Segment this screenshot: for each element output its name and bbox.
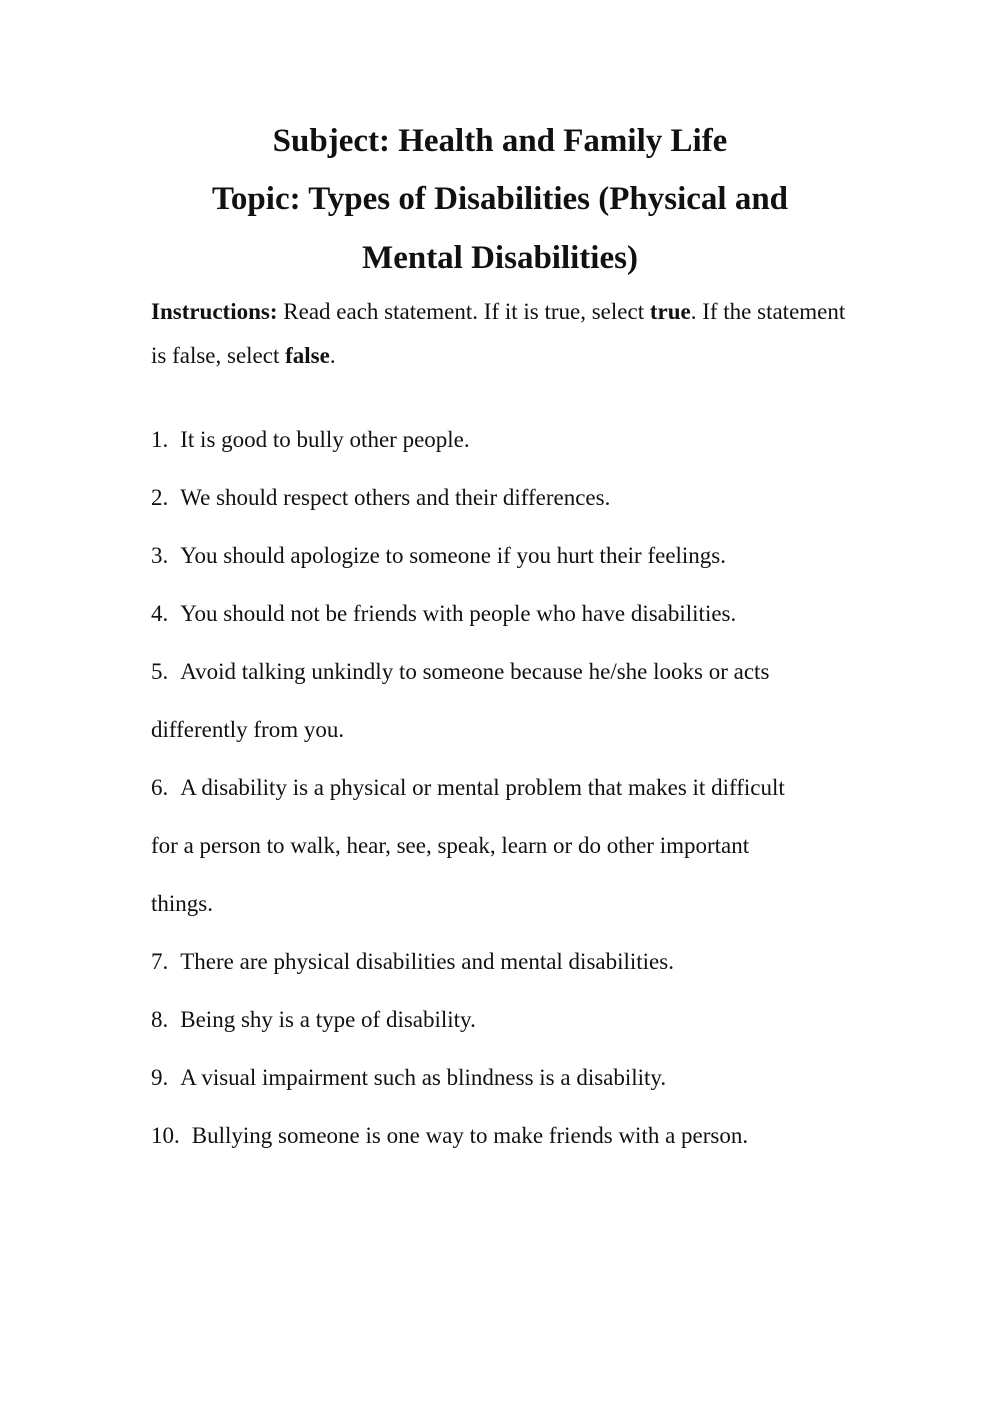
question-number: 3. bbox=[151, 543, 169, 568]
question-5 bbox=[151, 643, 871, 701]
question-text: There are physical disabilities and mental disabilities. bbox=[180, 949, 674, 974]
question-number: 8. bbox=[151, 1007, 169, 1032]
instructions-true-word: true bbox=[649, 299, 691, 324]
instructions-label: Instructions: bbox=[151, 299, 278, 324]
question-text: Being shy is a type of disability. bbox=[180, 1007, 476, 1032]
question-6 bbox=[151, 759, 871, 817]
instructions-text-2: . If the statement is false, select bbox=[151, 299, 846, 368]
question-3 bbox=[151, 527, 871, 585]
question-10 bbox=[151, 1107, 871, 1165]
question-text-line-2: differently from you. bbox=[151, 717, 345, 742]
question-number: 2. bbox=[151, 485, 169, 510]
topic-title-line-2: Mental Disabilities) bbox=[362, 240, 638, 276]
question-9 bbox=[151, 1049, 871, 1107]
question-text: It is good to bully other people. bbox=[180, 427, 470, 452]
instructions-false-word: false bbox=[285, 343, 330, 368]
question-text: We should respect others and their differences. bbox=[180, 485, 611, 510]
topic-title-line-1: Topic: Types of Disabilities (Physical and bbox=[211, 181, 789, 217]
question-number: 4. bbox=[151, 601, 169, 626]
question-text-line-3: things. bbox=[151, 891, 213, 916]
question-number: 1. bbox=[151, 427, 169, 452]
question-1 bbox=[151, 411, 871, 469]
question-text-line-2: for a person to walk, hear, see, speak, learn or do other important bbox=[151, 833, 750, 858]
question-number: 10. bbox=[151, 1123, 180, 1148]
question-2 bbox=[151, 469, 871, 527]
question-8 bbox=[151, 991, 871, 1049]
question-text: A visual impairment such as blindness is a disability. bbox=[180, 1065, 667, 1090]
question-number: 7. bbox=[151, 949, 169, 974]
question-text: You should not be friends with people who have disabilities. bbox=[180, 601, 737, 626]
question-text-line-1: Avoid talking unkindly to someone because he/she looks or acts bbox=[180, 659, 770, 684]
question-6-continuation-2 bbox=[151, 875, 871, 933]
question-number: 6. bbox=[151, 775, 169, 800]
instructions-text-3: . bbox=[329, 343, 336, 368]
subject-title: Subject: Health and Family Life bbox=[272, 123, 728, 159]
question-number: 9. bbox=[151, 1065, 169, 1090]
question-7 bbox=[151, 933, 871, 991]
question-text: Bullying someone is one way to make friends with a person. bbox=[191, 1123, 749, 1148]
question-text-line-1: A disability is a physical or mental problem that makes it difficult bbox=[180, 775, 785, 800]
instructions-text-1: Read each statement. If it is true, select bbox=[277, 299, 650, 324]
question-4 bbox=[151, 585, 871, 643]
instructions bbox=[151, 290, 851, 378]
question-text: You should apologize to someone if you hurt their feelings. bbox=[180, 543, 727, 568]
question-6-continuation-1 bbox=[151, 817, 871, 875]
question-5-continuation bbox=[151, 701, 871, 759]
question-number: 5. bbox=[151, 659, 169, 684]
